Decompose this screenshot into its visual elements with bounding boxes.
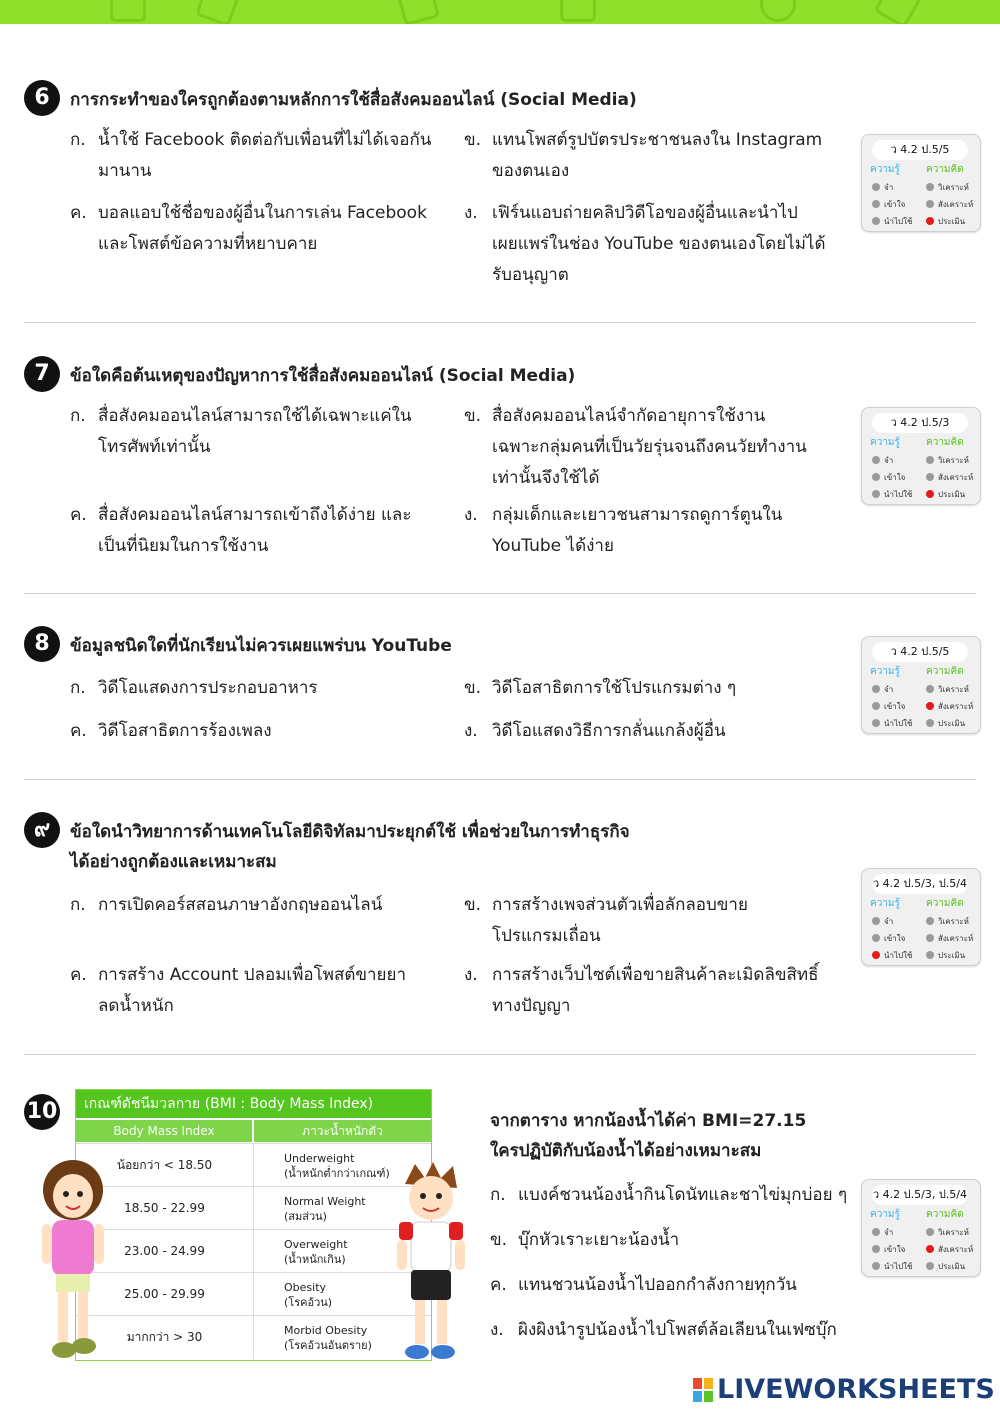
table-row: 23.00 - 24.99 Overweight (น้ำหนักเกิน) (76, 1229, 431, 1273)
level-dot-icon (872, 685, 880, 693)
level-label-remember: จำ (884, 1228, 894, 1237)
bmi-table-title: เกณฑ์ดัชนีมวลกาย (BMI : Body Mass Index) (76, 1090, 431, 1118)
question-text: ข้อใดคือต้นเหตุของปัญหาการใช้สื่อสังคมออนไลน์ (Social Media) (70, 366, 576, 386)
level-label-synthesize: สังเคราะห์ (938, 1245, 974, 1254)
indicator-code: ว 4.2 ป.5/5 (872, 642, 968, 662)
thinking-heading: ความคิด (926, 437, 964, 448)
level-label-synthesize: สังเคราะห์ (938, 473, 974, 482)
level-dot-icon (872, 456, 880, 464)
question-text: ข้อมูลชนิดใดที่นักเรียนไม่ควรเผยแพร่บน YouTube (70, 636, 452, 656)
level-dot-icon (872, 1262, 880, 1270)
level-label-apply: นำไปใช้ (884, 490, 913, 499)
banner-decoration (396, 0, 440, 24)
indicator-code: ว 4.2 ป.5/3 (872, 413, 968, 433)
level-label-remember: จำ (884, 685, 894, 694)
indicator-code: ว 4.2 ป.5/3, ป.5/4 (872, 874, 968, 894)
level-dot-icon (926, 456, 934, 464)
question-number: 8 (24, 626, 60, 662)
level-label-synthesize: สังเคราะห์ (938, 200, 974, 209)
active-level-dot-icon (926, 490, 934, 498)
table-row: 25.00 - 29.99 Obesity (โรคอ้วน) (76, 1272, 431, 1316)
level-label-understand: เข้าใจ (884, 200, 906, 209)
divider (24, 322, 976, 323)
level-label-remember: จำ (884, 456, 894, 465)
level-label-understand: เข้าใจ (884, 702, 906, 711)
level-dot-icon (872, 217, 880, 225)
knowledge-heading: ความรู้ (870, 164, 900, 175)
table-row: มากกว่า > 30 Morbid Obesity (โรคอ้วนอันตราย) (76, 1315, 431, 1359)
thinking-heading: ความคิด (926, 666, 964, 677)
level-label-remember: จำ (884, 183, 894, 192)
banner-decoration (760, 0, 796, 22)
level-label-remember: จำ (884, 917, 894, 926)
banner-decoration (873, 0, 922, 24)
level-label-understand: เข้าใจ (884, 1245, 906, 1254)
table-row: 18.50 - 22.99 Normal Weight (สมส่วน) (76, 1186, 431, 1230)
level-label-analyze: วิเคราะห์ (938, 917, 969, 926)
top-banner (0, 0, 1000, 24)
level-dot-icon (872, 183, 880, 191)
indicator-tag-q10 (861, 1179, 981, 1277)
level-label-analyze: วิเคราะห์ (938, 183, 969, 192)
level-dot-icon (872, 200, 880, 208)
question-text: การกระทำของใครถูกต้องตามหลักการใช้สื่อสังคมออนไลน์ (Social Media) (70, 90, 637, 110)
banner-decoration (110, 0, 146, 22)
girl-illustration (38, 1160, 108, 1370)
active-level-dot-icon (872, 951, 880, 959)
indicator-tag-q7 (861, 407, 981, 505)
divider (24, 779, 976, 780)
bmi-col-header: Body Mass Index (76, 1120, 252, 1142)
question-text: ข้อใดนำวิทยาการด้านเทคโนโลยีดิจิทัลมาประยุกต์ใช้ เพื่อช่วยในการทำธุรกิจ ได้อย่างถูกต้องและเหมาะสม (70, 822, 630, 872)
bmi-col-header: ภาวะน้ำหนักตัว (254, 1120, 431, 1142)
question-number: 6 (24, 80, 60, 116)
level-dot-icon (926, 934, 934, 942)
indicator-tag-q6 (861, 134, 981, 232)
divider (24, 1054, 976, 1055)
level-dot-icon (926, 1228, 934, 1236)
level-label-evaluate: ประเมิน (938, 217, 966, 226)
level-dot-icon (926, 1262, 934, 1270)
level-dot-icon (872, 719, 880, 727)
question-number: 10 (24, 1094, 60, 1130)
level-label-evaluate: ประเมิน (938, 490, 966, 499)
indicator-tag-q9 (861, 868, 981, 966)
indicator-code: ว 4.2 ป.5/3, ป.5/4 (872, 1185, 968, 1205)
level-dot-icon (872, 490, 880, 498)
level-dot-icon (926, 685, 934, 693)
level-label-understand: เข้าใจ (884, 473, 906, 482)
level-dot-icon (926, 719, 934, 727)
boy-illustration (395, 1160, 467, 1365)
active-level-dot-icon (926, 217, 934, 225)
level-label-understand: เข้าใจ (884, 934, 906, 943)
indicator-code: ว 4.2 ป.5/5 (872, 140, 968, 160)
level-dot-icon (872, 1245, 880, 1253)
level-label-analyze: วิเคราะห์ (938, 1228, 969, 1237)
knowledge-heading: ความรู้ (870, 437, 900, 448)
thinking-heading: ความคิด (926, 1209, 964, 1220)
liveworksheets-logo: LIVEWORKSHEETS (693, 1374, 995, 1405)
liveworksheets-icon (693, 1378, 713, 1402)
table-row: น้อยกว่า < 18.50 Underweight (น้ำหนักต่ำกว่าเกณฑ์) (76, 1143, 431, 1187)
divider (24, 593, 976, 594)
level-label-apply: นำไปใช้ (884, 1262, 913, 1271)
active-level-dot-icon (926, 1245, 934, 1253)
thinking-heading: ความคิด (926, 898, 964, 909)
level-label-apply: นำไปใช้ (884, 719, 913, 728)
active-level-dot-icon (926, 702, 934, 710)
banner-decoration (195, 0, 241, 24)
knowledge-heading: ความรู้ (870, 666, 900, 677)
banner-decoration (560, 0, 596, 22)
level-dot-icon (872, 1228, 880, 1236)
level-dot-icon (872, 934, 880, 942)
level-dot-icon (926, 917, 934, 925)
indicator-tag-q8 (861, 636, 981, 734)
level-dot-icon (872, 917, 880, 925)
level-dot-icon (926, 473, 934, 481)
level-label-apply: นำไปใช้ (884, 217, 913, 226)
question-number: 7 (24, 356, 60, 392)
thinking-heading: ความคิด (926, 164, 964, 175)
level-label-synthesize: สังเคราะห์ (938, 702, 974, 711)
level-label-synthesize: สังเคราะห์ (938, 934, 974, 943)
level-label-analyze: วิเคราะห์ (938, 456, 969, 465)
level-label-evaluate: ประเมิน (938, 719, 966, 728)
level-dot-icon (926, 951, 934, 959)
question-number: ๙ (24, 812, 60, 848)
bmi-table (75, 1089, 432, 1361)
knowledge-heading: ความรู้ (870, 898, 900, 909)
level-dot-icon (926, 200, 934, 208)
level-dot-icon (872, 702, 880, 710)
level-label-evaluate: ประเมิน (938, 1262, 966, 1271)
level-label-analyze: วิเคราะห์ (938, 685, 969, 694)
level-dot-icon (926, 183, 934, 191)
level-label-evaluate: ประเมิน (938, 951, 966, 960)
level-dot-icon (872, 473, 880, 481)
question-text-q10: จากตาราง หากน้องน้ำได้ค่า BMI=27.15 ใครปฏิบัติกับน้องน้ำได้อย่างเหมาะสม (490, 1111, 807, 1161)
level-label-apply: นำไปใช้ (884, 951, 913, 960)
knowledge-heading: ความรู้ (870, 1209, 900, 1220)
